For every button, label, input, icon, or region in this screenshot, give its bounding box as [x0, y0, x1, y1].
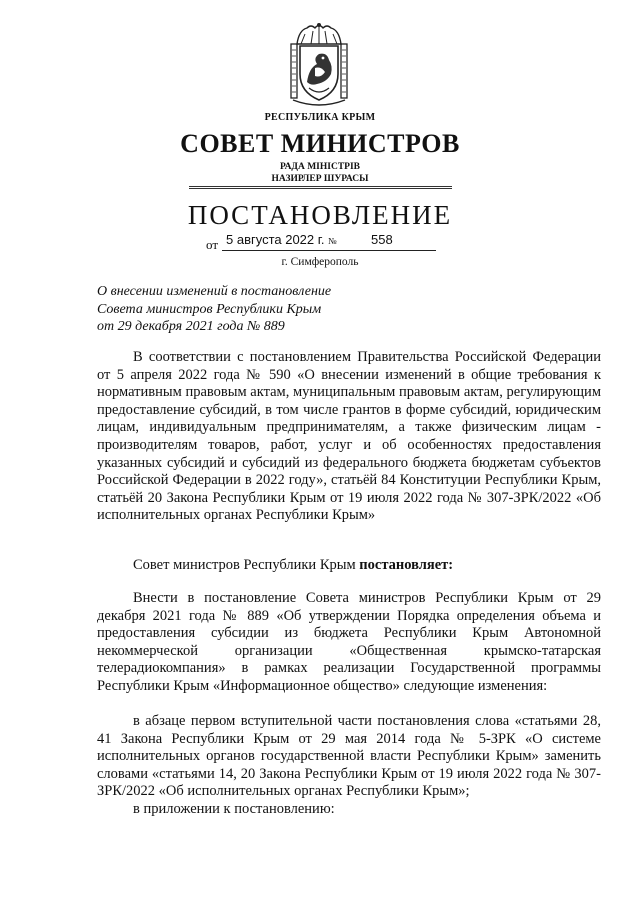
date-prefix: от — [206, 237, 219, 252]
republic-label: РЕСПУБЛИКА КРЫМ — [264, 112, 376, 123]
rada-label: РАДА МІНІСТРІВ — [279, 162, 360, 172]
resolves-keyword: постановляет: — [359, 557, 454, 573]
council-title: СОВЕТ МИНИСТРОВ — [180, 129, 460, 158]
decree-date: 5 августа 2022 г. — [226, 232, 325, 247]
amendment-intro-paragraph: Внести в постановление Совета министров Республики Крым от 29 декабря 2021 года № 889 «Об утверждении Порядка определения объема и предоставления субсидии из бюджета Республики Крым Автономной некоммерческой организации «Общественная крымско-татарская телерадиокомпания» в рамках реализации Государственной программы Республики Крым «Информационное общество» следующие изменения: — [97, 590, 601, 694]
decree-title: ПОСТАНОВЛЕНИЕ — [187, 200, 453, 230]
crimea-coat-of-arms-icon — [287, 22, 351, 106]
nazirler-label: НАЗИРЛЕР ШУРАСЫ — [271, 174, 369, 184]
resolves-paragraph — [97, 557, 601, 575]
decree-subject — [97, 283, 397, 336]
header-divider — [189, 186, 452, 187]
subject-line: от 29 декабря 2021 года № 889 — [97, 319, 285, 334]
decree-dateline — [206, 232, 436, 254]
amendment-item-paragraph: в абзаце первом вступительной части постановления слова «статьями 28, 41 Закона Республики Крым от 29 мая 2014 года № 5-ЗРК «О системе исполнительных органов государственной власти Республики Крым» заменить словами «статьями 14, 20 Закона Республики Крым от 19 июля 2022 года № 307-ЗРК/2022 «Об исполнительных органах Республики Крым»; — [97, 713, 601, 800]
decree-city: г. Симферополь — [281, 256, 359, 268]
resolves-text: Совет министров Республики Крым — [133, 557, 356, 573]
decree-number: 558 — [371, 232, 393, 247]
dateline-underline — [222, 250, 436, 251]
subject-line: Совета министров Республики Крым — [97, 301, 322, 317]
amendment-item-paragraph: в приложении к постановлению: — [133, 801, 335, 817]
number-sign: № — [328, 236, 337, 246]
council-translations — [0, 161, 640, 185]
header-divider — [189, 188, 452, 189]
preamble-paragraph: В соответствии с постановлением Правительства Российской Федерации от 5 апреля 2022 года № 590 «О внесении изменений в общие требования к нормативным правовым актам, муниципальным правовым актам, регулирующим предоставление субсидий, в том числе грантов в форме субсидий, юридическим лицам, индивидуальным предпринимателям, а также физическим лицам - производителям товаров, работ, услуг и об особенностях предоставления указанных субсидий и субсидий из федерального бюджета бюджетам субъектов Российской Федерации в 2022 году», статьёй 84 Конституции Республики Крым, статьёй 20 Закона Республики Крым от 19 июля 2022 года № 307-ЗРК/2022 «Об исполнительных органах Республики Крым» — [97, 349, 601, 524]
subject-line: О внесении изменений в постановление — [97, 284, 332, 299]
